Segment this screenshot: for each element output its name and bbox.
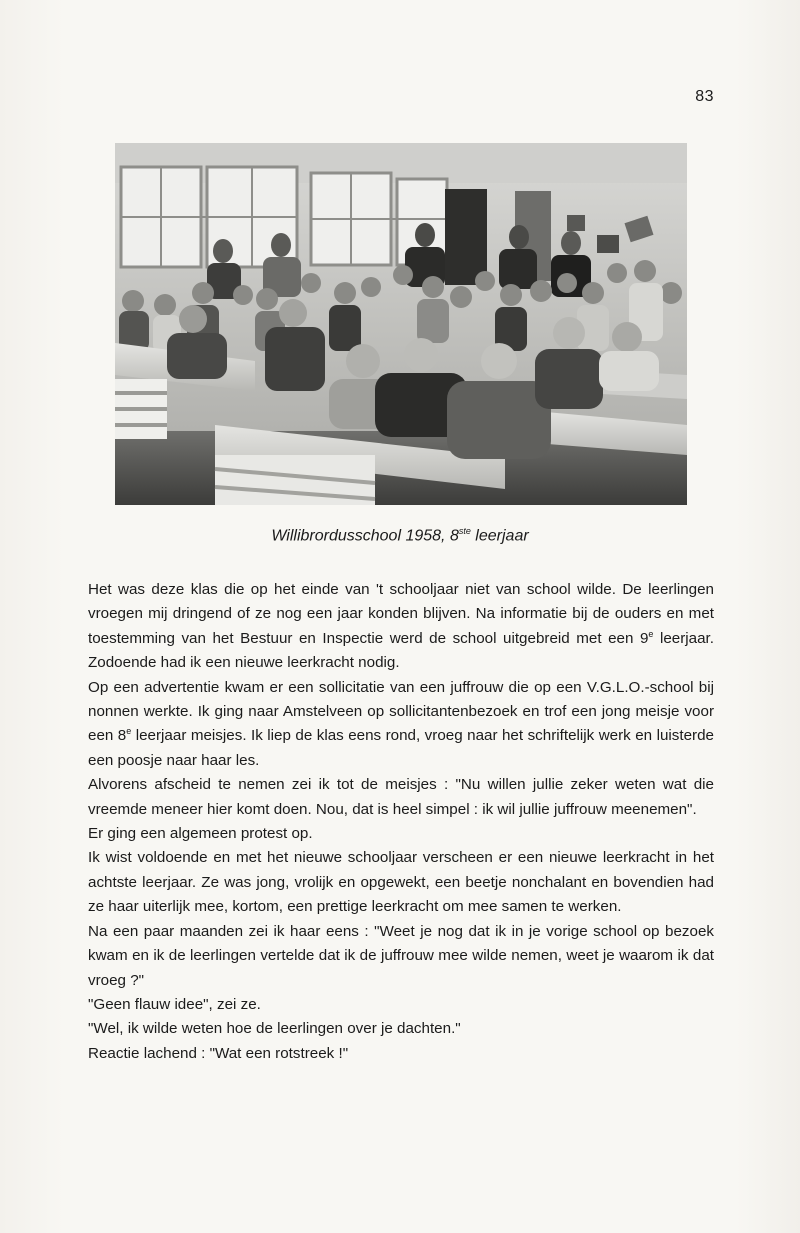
class-photo <box>115 143 687 505</box>
paragraph: "Geen flauw idee", zei ze. <box>88 995 261 1013</box>
paragraph: Er ging een algemeen protest op. <box>88 825 313 843</box>
paragraph: Reactie lachend : "Wat een rotstreek !" <box>88 1044 349 1062</box>
paragraph: Alvorens afscheid te nemen zei ik tot de meisjes : "Nu willen jullie zeker weten wat die vreemde meneer hier komt doen. Nou, dat is heel simpel : ik wil jullie juffrouw meenemen". <box>88 776 714 818</box>
paragraph: "Wel, ik wilde weten hoe de leerlingen over je dachten." <box>88 1020 461 1038</box>
paragraph: Ik wist voldoende en met het nieuwe schooljaar verscheen er een nieuwe leerkracht in het achtste leerjaar. Ze was jong, vrolijk en opgewekt, een beetje nonchalant en bovendien had ze haar uiterlijk mee, kortom, een prettige leerkracht om mee samen te werken. <box>88 849 714 916</box>
caption-tail: leerjaar <box>470 527 529 545</box>
caption-text: Willibrordusschool 1958, 8 <box>271 527 459 545</box>
paragraph: Op een advertentie kwam er een sollicitatie van een juffrouw die op een V.G.L.O.-school bij nonnen werkte. Ik ging naar Amstelveen op sollicitantenbezoek en trof een jong meisje voor een 8e leerjaar meisjes. Ik liep de klas eens rond, vroeg naar het schriftelijk werk en luisterde een poosje naar haar les. <box>88 678 714 769</box>
photo-caption <box>0 526 800 545</box>
paragraph: Het was deze klas die op het einde van 't schooljaar niet van school wilde. De leerlingen vroegen mij dringend of ze nog een jaar konden blijven. Na informatie bij de ouders en met toestemming van het Bestuur en Inspectie werd de school uitgebreid met een 9e leerjaar. Zodoende had ik een nieuwe leerkracht nodig. <box>88 581 714 672</box>
caption-superscript: ste <box>458 526 471 536</box>
body-text <box>88 578 714 1066</box>
page-number: 83 <box>695 88 714 105</box>
paragraph: Na een paar maanden zei ik haar eens : "Weet je nog dat ik in je vorige school op bezoek kwam en ik de leerlingen vertelde dat ik de juffrouw mee wilde nemen, weet je waarom ik dat vroeg ?" <box>88 922 714 989</box>
